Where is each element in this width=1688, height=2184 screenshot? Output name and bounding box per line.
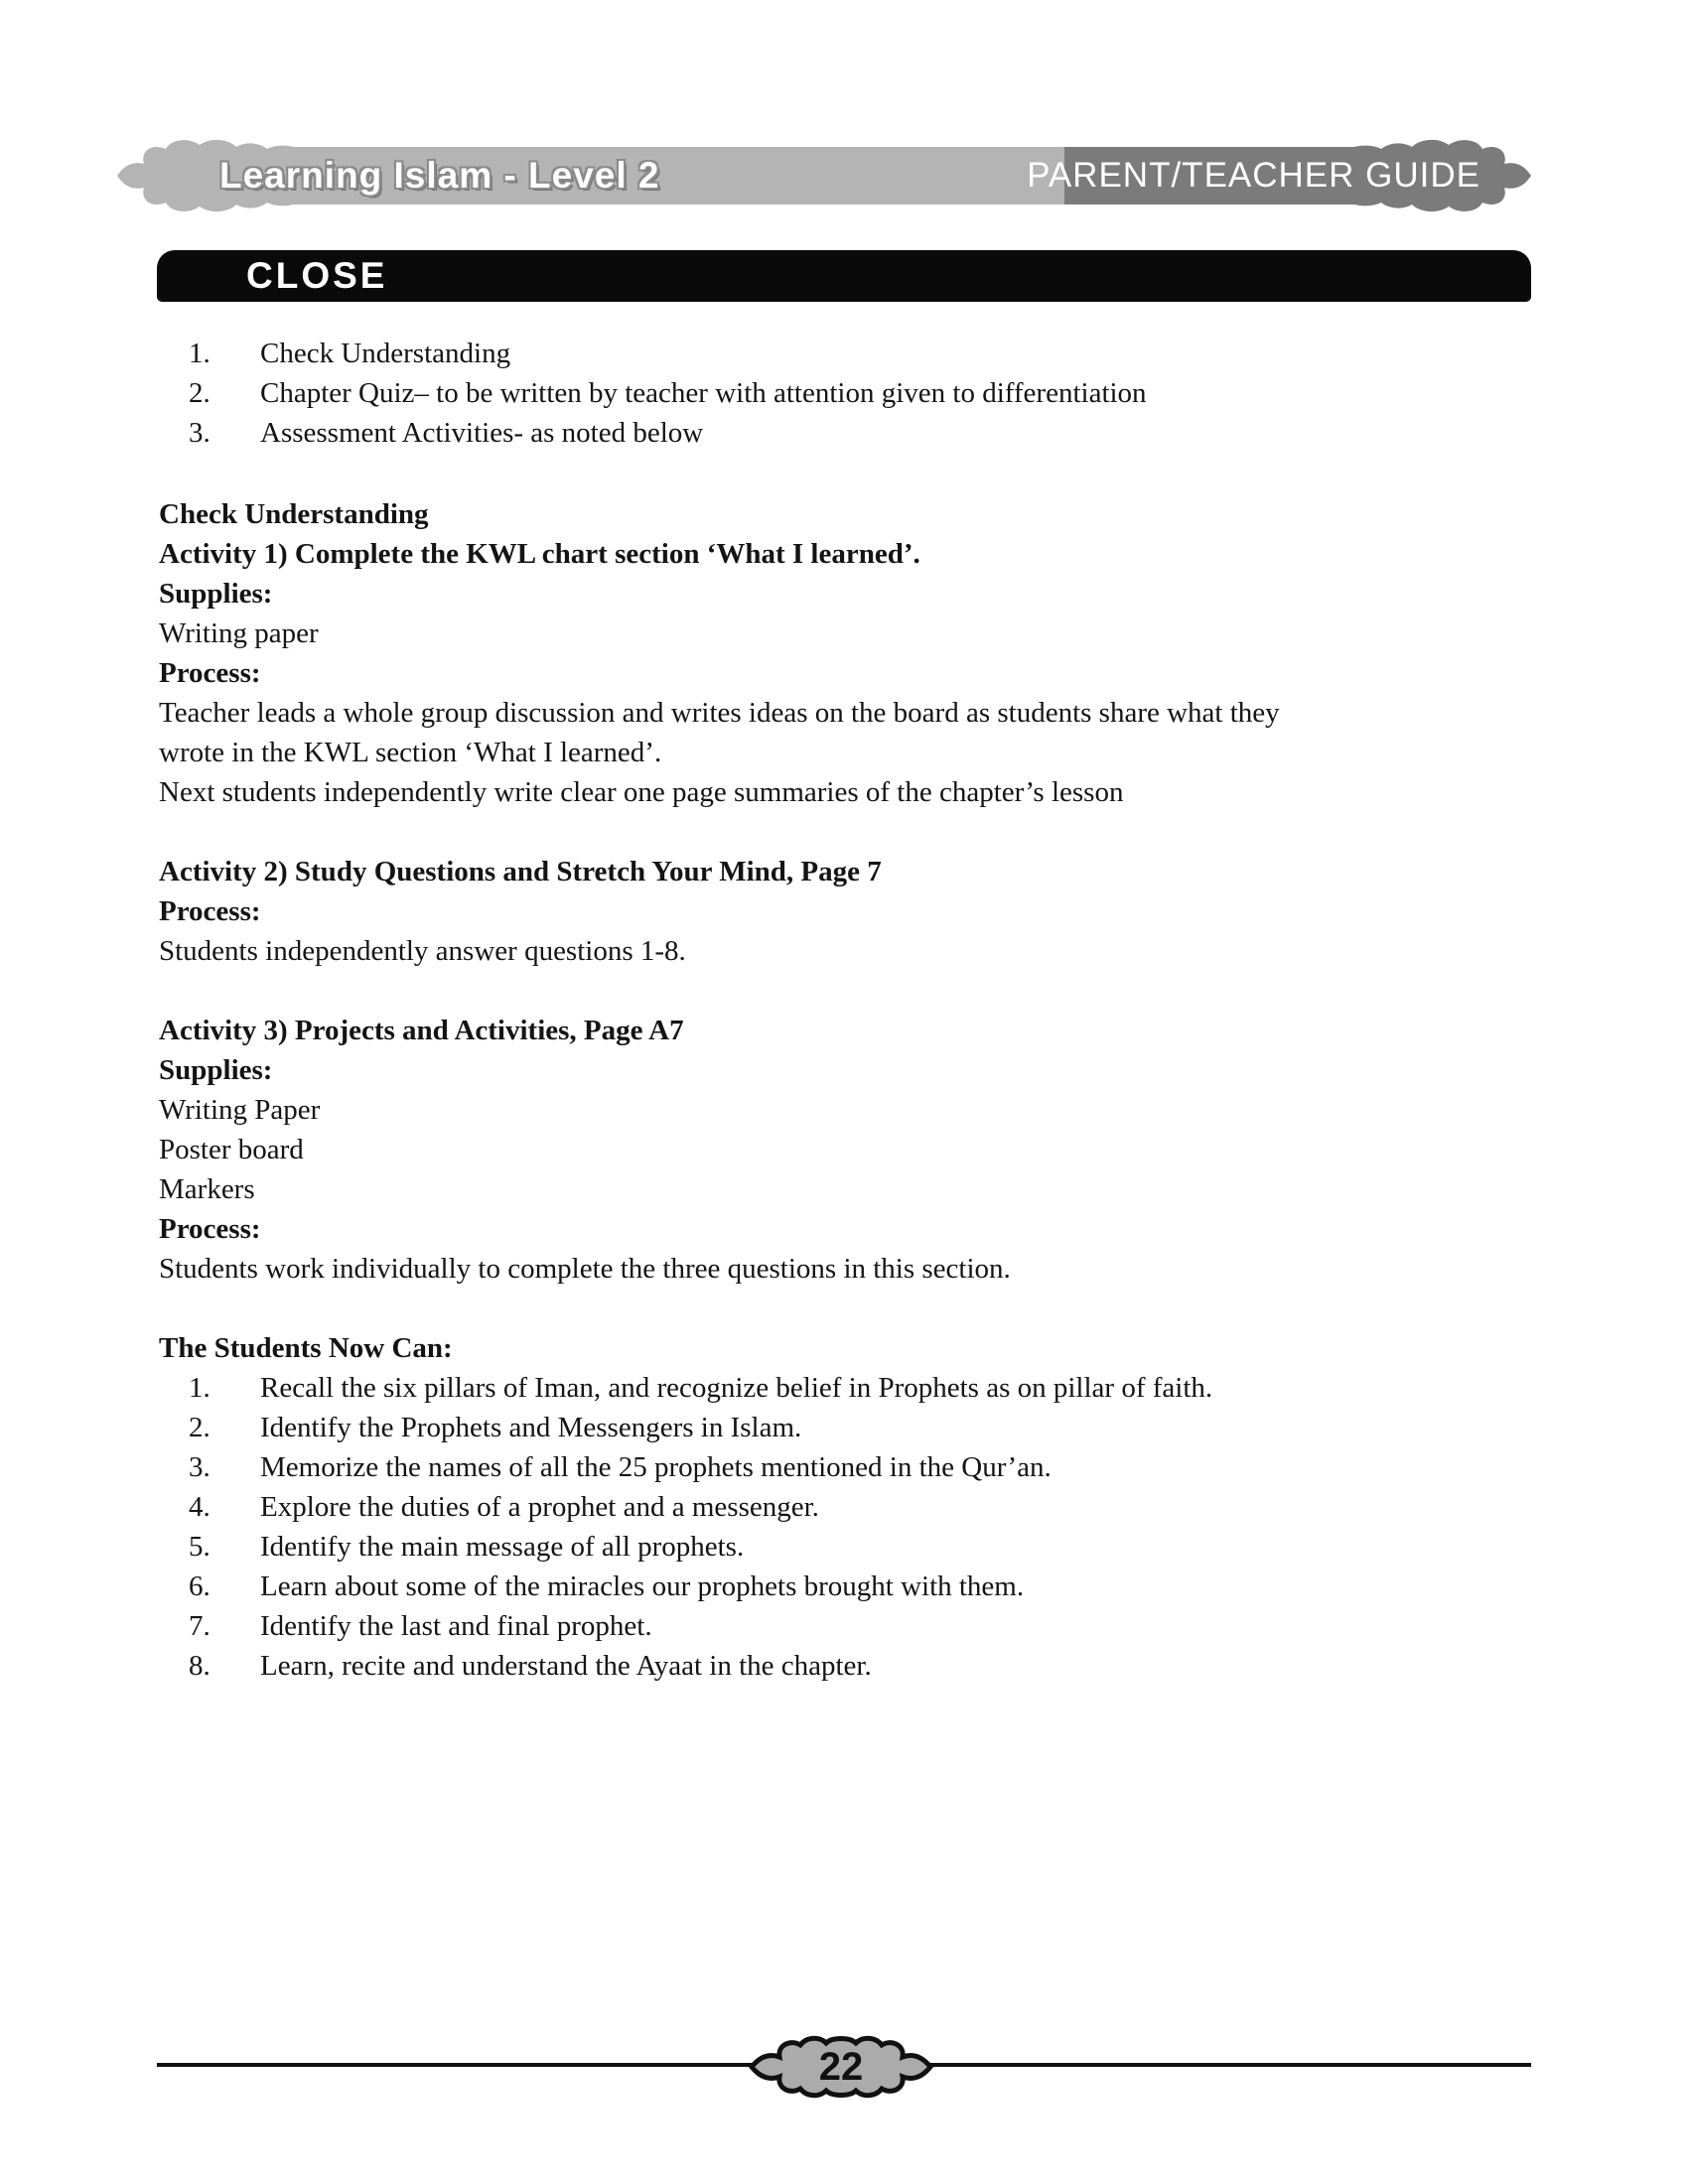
list-number: 3. xyxy=(189,1451,211,1483)
list-text: Identify the main message of all prophets. xyxy=(260,1531,745,1563)
list-number: 5. xyxy=(189,1531,211,1563)
supplies-label: Supplies: xyxy=(159,1054,273,1086)
supplies-label: Supplies: xyxy=(159,578,273,610)
list-number: 4. xyxy=(189,1491,211,1523)
supply-item: Poster board xyxy=(159,1134,304,1165)
section-heading: The Students Now Can: xyxy=(159,1332,453,1364)
close-section-bar xyxy=(157,250,1531,302)
body-line: Teacher leads a whole group discussion and writes ideas on the board as students share what they xyxy=(159,697,1280,729)
activity-title: Activity 3) Projects and Activities, Page A7 xyxy=(159,1015,684,1046)
guide-title: PARENT/TEACHER GUIDE xyxy=(1027,156,1480,195)
activity-title: Activity 1) Complete the KWL chart section ‘What I learned’. xyxy=(159,538,920,570)
list-item xyxy=(159,1527,1450,1567)
list-text: Learn, recite and understand the Ayaat in the chapter. xyxy=(260,1650,872,1682)
list-item xyxy=(159,1567,1450,1606)
list-item xyxy=(159,373,1450,413)
list-number: 2. xyxy=(189,377,211,409)
supply-item: Writing paper xyxy=(159,617,319,649)
list-text: Identify the last and final prophet. xyxy=(260,1610,652,1642)
list-number: 6. xyxy=(189,1570,211,1602)
supply-item: Writing Paper xyxy=(159,1094,321,1126)
body-line: Students independently answer questions 1-8. xyxy=(159,935,686,967)
body-line: Students work individually to complete the three questions in this section. xyxy=(159,1253,1011,1285)
section-heading: Check Understanding xyxy=(159,498,429,530)
header-banner xyxy=(114,134,1534,217)
page-number-badge xyxy=(747,2033,935,2101)
list-item xyxy=(159,1447,1450,1487)
process-label: Process: xyxy=(159,895,261,927)
list-item xyxy=(159,1408,1450,1447)
list-number: 1. xyxy=(189,1372,211,1404)
list-text: Identify the Prophets and Messengers in Islam. xyxy=(260,1412,802,1443)
section-check-understanding xyxy=(159,494,1450,812)
list-text: Learn about some of the miracles our prophets brought with them. xyxy=(260,1570,1025,1602)
list-item xyxy=(159,413,1450,453)
list-number: 2. xyxy=(189,1412,211,1443)
list-item xyxy=(159,1368,1450,1408)
list-text: Assessment Activities- as noted below xyxy=(260,417,704,449)
supply-item: Markers xyxy=(159,1173,255,1205)
page-number: 22 xyxy=(818,2044,864,2089)
close-steps-list xyxy=(159,334,1450,453)
list-number: 8. xyxy=(189,1650,211,1682)
close-section-title: CLOSE xyxy=(246,255,388,296)
list-text: Explore the duties of a prophet and a messenger. xyxy=(260,1491,819,1523)
section-activity-3 xyxy=(159,1011,1450,1289)
list-text: Check Understanding xyxy=(260,338,511,369)
list-text: Recall the six pillars of Iman, and recognize belief in Prophets as on pillar of faith. xyxy=(260,1372,1213,1404)
page-content xyxy=(159,334,1450,1686)
activity-title: Activity 2) Study Questions and Stretch Your Mind, Page 7 xyxy=(159,856,882,887)
body-line: Next students independently write clear one page summaries of the chapter’s lesson xyxy=(159,776,1124,808)
list-text: Chapter Quiz– to be written by teacher with attention given to differentiation xyxy=(260,377,1147,409)
list-number: 7. xyxy=(189,1610,211,1642)
list-number: 3. xyxy=(189,417,211,449)
body-line: wrote in the KWL section ‘What I learned’. xyxy=(159,737,662,768)
section-students-now-can xyxy=(159,1328,1450,1686)
list-number: 1. xyxy=(189,338,211,369)
list-text: Memorize the names of all the 25 prophets mentioned in the Qur’an. xyxy=(260,1451,1052,1483)
process-label: Process: xyxy=(159,1213,261,1245)
list-item xyxy=(159,1487,1450,1527)
process-label: Process: xyxy=(159,657,261,689)
section-activity-2 xyxy=(159,852,1450,971)
list-item xyxy=(159,334,1450,373)
list-item xyxy=(159,1606,1450,1646)
list-item xyxy=(159,1646,1450,1686)
book-title: Learning Islam - Level 2 xyxy=(219,155,660,196)
